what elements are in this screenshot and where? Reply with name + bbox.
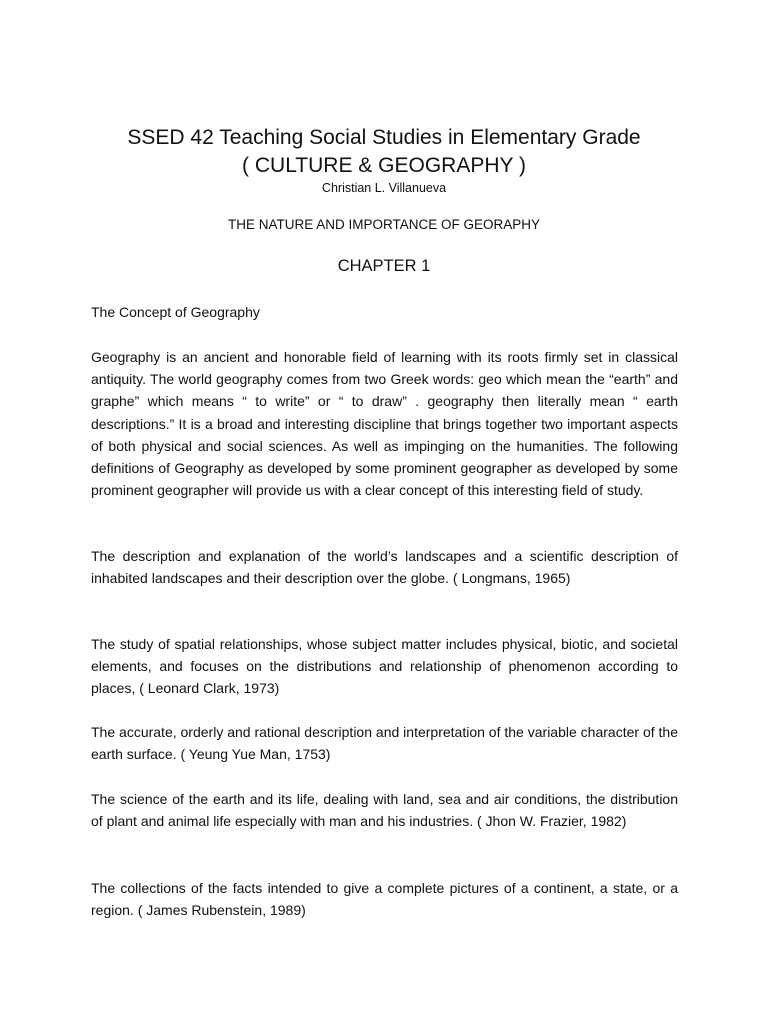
paragraph-definition-yeung: The accurate, orderly and rational description and interpretation of the variable character of the earth surface. ( Yeung Yue Man, 1753) [91, 724, 678, 763]
document-title-line-2: ( CULTURE & GEOGRAPHY ) [242, 154, 526, 177]
author-name: Christian L. Villanueva [321, 181, 447, 195]
paragraph-definition-longmans: The description and explanation of the world’s landscapes and a scientific description of inhabited landscapes and their description over the globe. ( Longmans, 1965) [91, 548, 678, 587]
paragraph-definition-rubenstein: The collections of the facts intended to give a complete pictures of a continent, a state, or a region. ( James Rubenstein, 1989) [91, 880, 678, 919]
section-heading: THE NATURE AND IMPORTANCE OF GEORAPHY [227, 217, 541, 232]
paragraph-definition-clark: The study of spatial relationships, whose subject matter includes physical, biotic, and societal elements, and focuses on the distributions and relationship of phenomenon according to places, ( Leonard Clark, 1973) [91, 636, 678, 697]
paragraph-definition-frazier: The science of the earth and its life, dealing with land, sea and air conditions, the distribution of plant and animal life especially with man and his industries. ( Jhon W. Frazier, 1982) [91, 791, 678, 830]
chapter-heading: CHAPTER 1 [337, 257, 431, 275]
document-title-line-1: SSED 42 Teaching Social Studies in Elementary Grade [127, 126, 641, 149]
paragraph-intro: Geography is an ancient and honorable field of learning with its roots firmly set in classical antiquity. The world geography comes from two Greek words: geo which mean the “earth” and graphe” which means “ to write” or “ to draw” . geography then literally mean “ earth descriptions.” It is a broad and interesting discipline that brings together two important aspects of both physical and social sciences. As well as impinging on the humanities. The following definitions of Geography as developed by some prominent geographer as developed by some prominent geographer will provide us with a clear concept of this interesting field of study. [91, 349, 678, 499]
subheading-concept: The Concept of Geography [91, 304, 260, 320]
